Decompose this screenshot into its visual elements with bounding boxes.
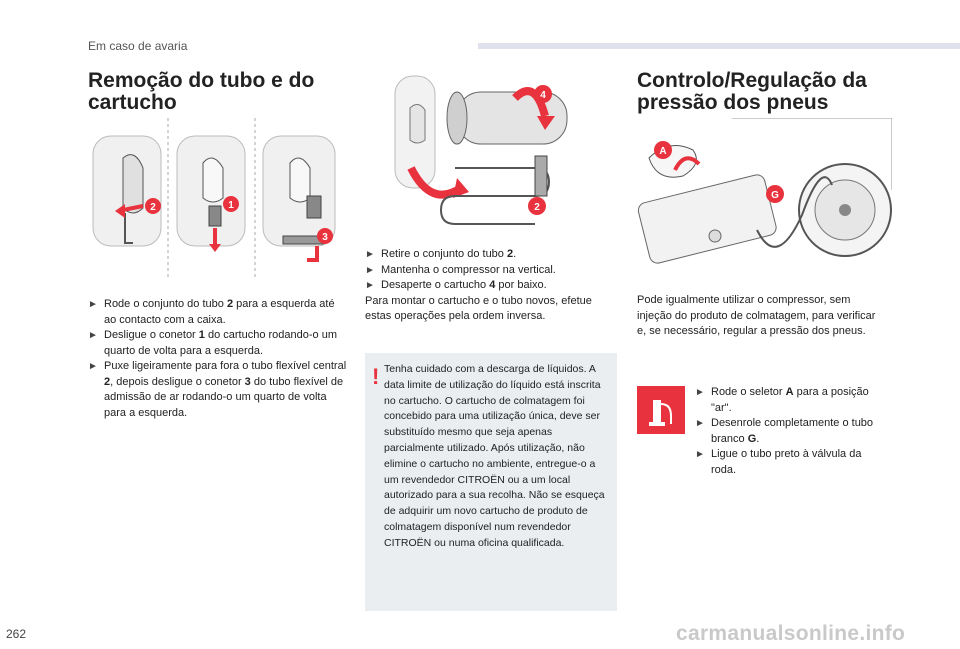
bullet-icon: ► [88,330,98,341]
hose [283,236,323,244]
list-item: ► Rode o conjunto do tubo 2 para a esquerda até ao contacto com a caixa. [88,298,335,326]
right-instructions [695,385,885,478]
list-item: ► Desligue o conetor 1 do cartucho rodando-o um quarto de volta para a esquerda. [88,329,337,357]
left-title-line2: cartucho [88,91,177,114]
list-item: ► Puxe ligeiramente para fora o tubo flexível central 2, depois desligue o conetor 3 do tubo flexível de admissão de ar rodando-o um quarto de volta para a esquerda. [88,360,347,419]
badge-label: 2 [534,202,540,213]
hub [839,204,851,216]
bullet-icon: ► [695,418,705,429]
bullet-icon: ► [695,449,705,460]
badge-label: 4 [540,90,546,101]
header-bar [478,43,960,49]
compressor-icon [637,386,685,434]
right-title [637,70,867,114]
right-title-line2: pressão dos pneus [637,91,829,114]
badge-label: 3 [322,232,328,243]
air-hose-connector [307,196,321,218]
flexible-tube [441,168,549,224]
badge-label: 2 [150,202,156,213]
bullet-icon: ► [365,280,375,291]
tire-pressure-figure [637,118,892,286]
bullet-icon: ► [695,387,705,398]
list-item: ► Desaperte o cartucho 4 por baixo. [365,278,620,294]
tube-connector-1 [123,155,143,213]
list-item: ► Ligue o tubo preto à válvula da roda. [695,448,862,476]
cartridge-connector [209,206,221,226]
pressure-paragraph: Pode igualmente utilizar o compressor, sem injeção do produto de colmatagem, para verificar e, se necessário, regular a pressão dos pneus. [637,294,876,337]
list-item: ► Retire o conjunto do tubo 2. [365,247,620,263]
badge-label: 1 [228,200,234,211]
warning-icon: ! [372,364,380,389]
compressor-base [649,422,665,426]
section-header: Em caso de avaria [88,39,188,53]
compressor-hose [661,404,671,424]
cartridge-removal-figure [365,68,620,250]
bullet-icon: ► [365,264,375,276]
housing-slot [410,104,425,143]
arrow-head-2 [209,244,221,252]
cartridge-end [447,92,467,144]
left-title [88,70,314,114]
left-instructions [88,297,348,421]
middle-instructions [365,247,620,325]
tube-removal-figure [85,118,345,278]
compressor-body [653,400,661,422]
warning-text: Tenha cuidado com a descarga de líquidos. A data limite de utilização do líquido está inscrita no cartucho. O cartucho de colmatagem foi concebido para uma utilização única, deve ser substituído mesmo que seja apenas parcialmente utilizado. Após utilização, não elimine o cartucho no ambiente, entregue-o a um revendedor CITROËN ou a um local autorizado para a sua recolha. Não se esqueça de adquirir um novo cartucho de produto de colmatagem disponível num revendedor CITROËN ou numa oficina qualificada. [384,363,605,549]
bullet-icon: ► [88,361,98,372]
list-item: ► Desenrole completamente o tubo branco G. [695,417,874,445]
compressor-box [637,173,778,265]
bullet-icon: ► [365,249,375,260]
tube-connector-3 [290,158,310,202]
left-title-line1: Remoção do tubo e do [88,69,315,92]
page-number: 262 [6,627,27,641]
list-item: ► Rode o seletor A para a posição "ar". [695,386,869,414]
bullet-icon: ► [88,299,98,310]
right-title-line1: Controlo/Regulação da [637,69,867,92]
badge-label: A [659,146,667,157]
watermark: carmanualsonline.info [676,622,906,645]
compressor-pictogram [637,386,685,434]
reassembly-paragraph: Para montar o cartucho e o tubo novos, efetue estas operações pela ordem inversa. [365,294,592,322]
badge-label: G [771,190,779,201]
rotate-arrow-3 [307,246,317,260]
list-item: ► Mantenha o compressor na vertical. [365,263,620,279]
pressure-gauge [709,230,721,242]
tube-connector [535,156,547,196]
tube-connector-2 [203,158,223,202]
